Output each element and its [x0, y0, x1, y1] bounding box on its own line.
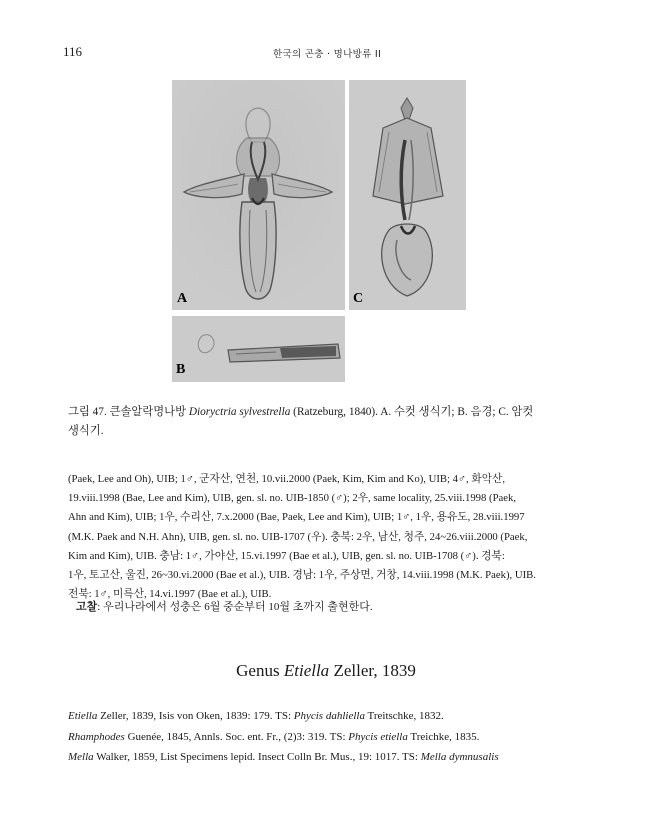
body-line: (Paek, Lee and Oh), UIB; 1♂, 군자산, 연천, 10.vii.2000 (Paek, Kim, Kim and Ko), UIB; 4♂, 화악산,	[68, 473, 506, 485]
running-head: 한국의 곤충 · 명나방류 II	[273, 49, 382, 60]
reference-line	[68, 727, 588, 748]
plate-label-b: B	[176, 362, 186, 377]
reference-line	[68, 747, 588, 768]
genus-name: Etiella	[283, 661, 330, 680]
ref-type-species: Mella dymnusalis	[420, 751, 499, 763]
ref-ts-author: Treitschke, 1832.	[364, 710, 444, 722]
ref-type-species: Phycis dahliella	[293, 710, 365, 722]
plate-label-a: A	[177, 291, 188, 306]
caption-line2: 생식기.	[68, 425, 104, 437]
female-genitalia-illustration	[349, 80, 466, 310]
ref-text: Guenée, 1845, Annls. Soc. ent. Fr., (2)3: 319. TS:	[124, 730, 349, 743]
remark-label: 고찰	[76, 601, 98, 613]
plate-a-male-genitalia	[172, 80, 345, 310]
ref-type-species: Phycis etiella	[348, 730, 408, 743]
ref-genus: Mella	[68, 751, 94, 763]
ref-text: Walker, 1859, List Specimens lepid. Insect Colln Br. Mus., 19: 1017. TS:	[93, 751, 421, 763]
body-line: (M.K. Paek and N.H. Ahn), UIB, gen. sl. no. UIB-1707 (우). 충북: 2우, 남산, 청주, 24~26.viii.2000 (Paek,	[68, 530, 528, 543]
body-line: 19.viii.1998 (Bae, Lee and Kim), UIB, gen. sl. no. UIB-1850 (♂); 2우, same locality, 25.viii.1998 (Paek,	[68, 492, 517, 505]
ref-text: Zeller, 1839, Isis von Oken, 1839: 179. TS:	[97, 710, 294, 722]
aedeagus-illustration	[172, 316, 345, 382]
body-line: Kim and Kim), UIB. 충남: 1♂, 가야산, 15.vi.1997 (Bae et al.), UIB, gen. sl. no. UIB-1708 (♂). 경북:	[68, 549, 505, 562]
remark-text: : 우리나라에서 성충은 6월 중순부터 10월 초까지 출현한다.	[97, 601, 373, 613]
synonymy-references	[68, 706, 588, 768]
ref-genus: Rhamphodes	[68, 730, 125, 743]
genus-prefix: Genus	[236, 661, 284, 680]
plate-label-c: C	[353, 291, 364, 306]
caption-author: (Ratzeburg, 1840). A. 수컷 생식기; B. 음경; C. 암컷	[290, 406, 534, 418]
genus-heading	[0, 661, 652, 681]
ref-genus: Etiella	[68, 710, 98, 722]
plate-b-aedeagus	[172, 316, 345, 382]
genus-author: Zeller, 1839	[329, 661, 416, 680]
plate-c-female-genitalia	[349, 80, 466, 310]
body-line: Ahn and Kim), UIB; 1우, 수리산, 7.x.2000 (Bae, Paek, Lee and Kim), UIB; 1♂, 1우, 용유도, 28.viii.1997	[68, 511, 525, 524]
caption-prefix: 그림 47. 큰솔알락명나방	[68, 406, 189, 418]
ref-ts-author: Treichke, 1835.	[407, 730, 480, 743]
specimen-records	[68, 470, 588, 604]
male-genitalia-illustration	[172, 80, 345, 310]
page-number: 116	[63, 44, 83, 59]
reference-line	[68, 706, 588, 727]
caption-species: Dioryctria sylvestrella	[188, 406, 291, 418]
figure-caption	[68, 403, 588, 441]
remark	[76, 598, 596, 617]
body-line: 전북: 1♂, 미륵산, 14.vi.1997 (Bae et al.), UIB.	[68, 588, 272, 601]
body-line: 1우, 토고산, 울진, 26~30.vi.2000 (Bae et al.), UIB. 경남: 1우, 주상면, 거창, 14.viii.1998 (M.K. Paek), UIB.	[68, 569, 536, 582]
